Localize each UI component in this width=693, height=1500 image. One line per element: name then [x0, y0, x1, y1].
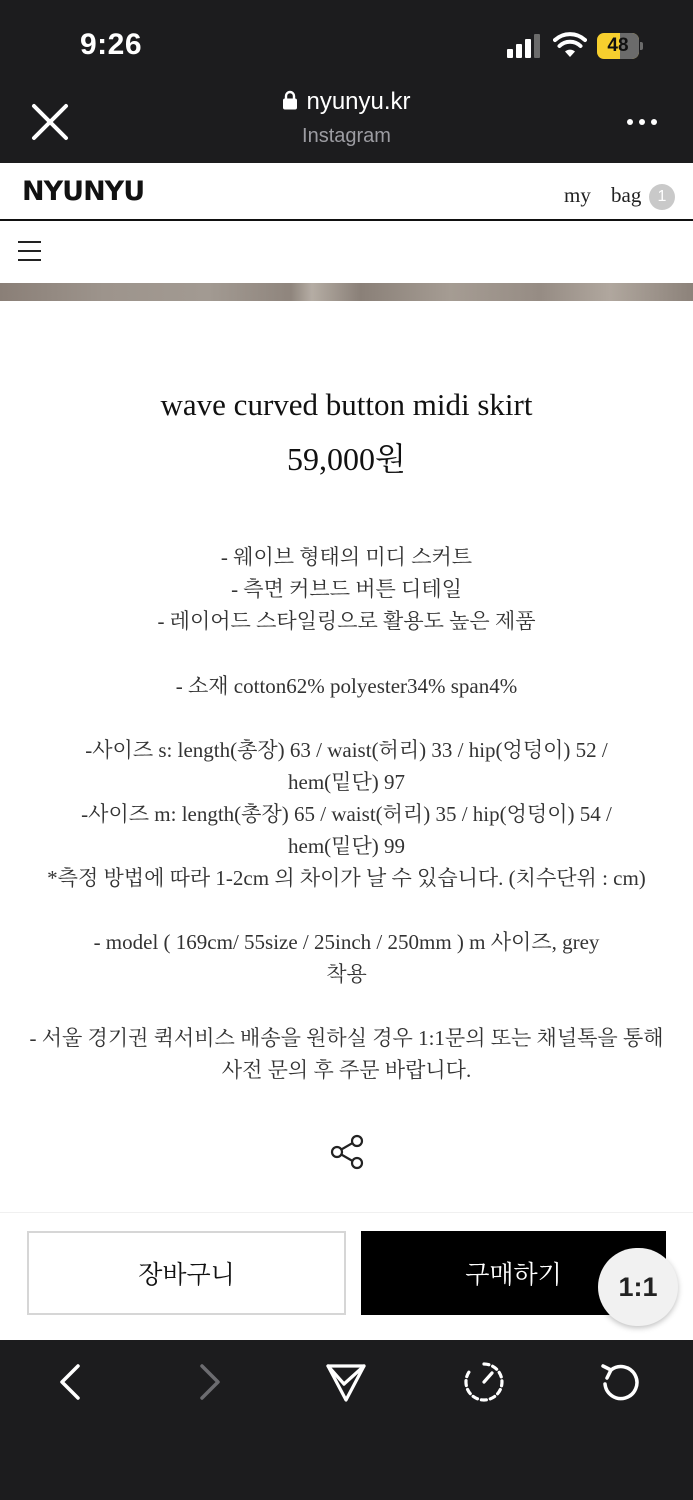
chevron-left-icon[interactable] [46, 1358, 94, 1406]
status-time: 9:26 [80, 28, 143, 61]
browser-top-bar [0, 0, 693, 163]
description-line: -사이즈 s: length(총장) 63 / waist(허리) 33 / hip(엉덩이) 52 / [85, 738, 608, 762]
browser-bottom-toolbar [0, 1340, 693, 1500]
description-line: - 측면 커브드 버튼 디테일 [231, 577, 462, 601]
description-line: *측정 방법에 따라 1-2cm 의 차이가 날 수 있습니다. (치수단위 : cm) [47, 866, 646, 890]
address-bar[interactable] [0, 88, 693, 116]
description-line: -사이즈 m: length(총장) 65 / waist(허리) 35 / hip(엉덩이) 54 / [81, 802, 612, 826]
description-line: 사전 문의 후 주문 바랍니다. [221, 1058, 472, 1082]
hamburger-icon[interactable] [18, 241, 41, 261]
reload-icon[interactable] [597, 1358, 645, 1406]
buy-now-button[interactable]: 구매하기 [361, 1231, 666, 1315]
send-icon[interactable] [322, 1358, 370, 1406]
chat-button[interactable]: 1:1 [598, 1248, 678, 1326]
menu-row [0, 221, 693, 283]
cellular-signal-icon [507, 34, 543, 58]
description-line: - 레이어드 스타일링으로 활용도 높은 제품 [157, 609, 536, 633]
description-line: 착용 [326, 962, 367, 986]
description-line: - model ( 169cm/ 55size / 25inch / 250mm ) m 사이즈, grey [93, 930, 600, 954]
description-line: - 소재 cotton62% polyester34% span4% [175, 674, 518, 698]
purchase-bar [0, 1212, 693, 1340]
description-line: hem(밑단) 97 [288, 770, 405, 794]
site-header [0, 163, 693, 221]
lock-icon [282, 90, 298, 110]
nav-my-link[interactable]: my [564, 183, 591, 207]
description-line: hem(밑단) 99 [288, 834, 405, 858]
timer-icon[interactable] [460, 1358, 508, 1406]
bag-count-badge: 1 [649, 184, 675, 210]
battery-icon [597, 33, 643, 59]
more-icon[interactable] [624, 112, 660, 132]
url-domain: nyunyu.kr [306, 88, 411, 115]
chevron-right-icon[interactable] [186, 1358, 234, 1406]
product-price: 59,000원 [287, 441, 406, 477]
description-line: - 서울 경기권 퀵서비스 배송을 원하실 경우 1:1문의 또는 채널톡을 통해 [29, 1026, 664, 1050]
wifi-icon [553, 32, 587, 58]
nav-bag-link[interactable]: bag [611, 183, 642, 207]
description-line: - 웨이브 형태의 미디 스커트 [220, 545, 473, 569]
battery-level: 48 [607, 35, 629, 56]
url-subtitle: Instagram [302, 125, 391, 147]
share-icon[interactable] [328, 1133, 366, 1171]
product-title: wave curved button midi skirt [160, 387, 533, 422]
product-image [0, 283, 693, 301]
site-logo[interactable]: NYUNYU [22, 176, 145, 207]
add-to-cart-button[interactable]: 장바구니 [27, 1231, 346, 1315]
